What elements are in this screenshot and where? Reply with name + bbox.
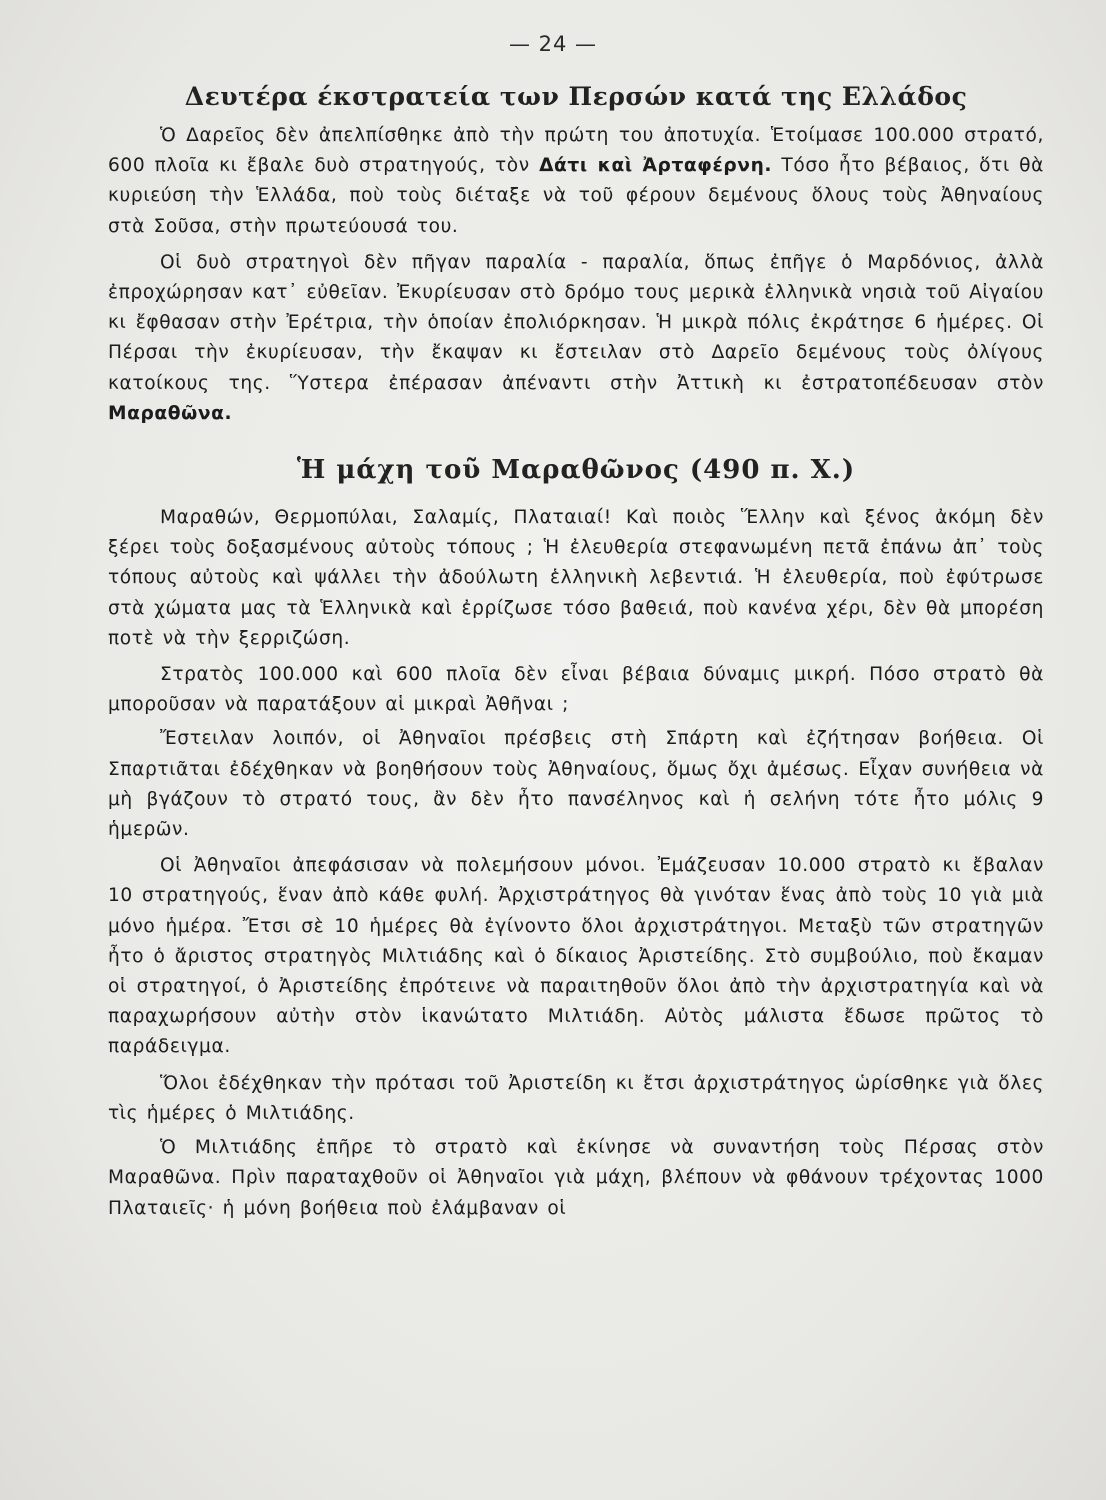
- paragraph: Στρατὸς 100.000 καὶ 600 πλοῖα δὲν εἶναι βέβαια δύναμις μικρή. Πόσο στρατὸ θὰ μποροῦσαν νὰ παρατάξουν αἱ μικραὶ Ἀθῆναι ;: [108, 664, 1044, 716]
- paragraph-bold-text: Μαραθῶνα.: [108, 402, 233, 424]
- paragraph: Οἱ Ἀθηναῖοι ἀπεφάσισαν νὰ πολεμήσουν μόνοι. Ἐμάζευσαν 10.000 στρατὸ κι ἔβαλαν 10 στρατηγούς, ἕναν ἀπὸ κάθε φυλή. Ἀρχιστράτηγος θὰ γινόταν ἕνας ἀπὸ τοὺς 10 γιὰ μιὰ μόνο ἡμέρα. Ἔτσι σὲ 10 ἡμέρες θὰ ἐγίνοντο ὅλοι ἀρχιστράτηγοι. Μεταξὺ τῶν στρατηγῶν ἦτο ὁ ἄριστος στρατηγὸς Μιλτιάδης καὶ ὁ δίκαιος Ἀριστείδης. Στὸ συμβούλιο, ποὺ ἔκαμαν οἱ στρατηγοί, ὁ Ἀριστείδης ἐπρότεινε νὰ παραιτηθοῦν ὅλοι ἀπὸ τὴν ἀρχιστρατηγία καὶ νὰ παραχωρήσουν αὐτὴν στὸν ἱκανώτατο Μιλτιάδη. Αὐτὸς μάλιστα ἔδωσε πρῶτος τὸ παράδειγμα.: [108, 855, 1044, 1058]
- paragraph-generals-march: [108, 248, 1044, 429]
- paragraph-darius: [108, 121, 1044, 242]
- page-number: — 24 —: [508, 32, 598, 56]
- paragraph: Ἔστειλαν λοιπόν, οἱ Ἀθηναῖοι πρέσβεις στὴ Σπάρτη καὶ ἐζήτησαν βοήθεια. Οἱ Σπαρτιᾶται ἐδέχθηκαν νὰ βοηθήσουν τοὺς Ἀθηναίους, ὅμως ὄχι ἀμέσως. Εἶχαν συνήθεια νὰ μὴ βγάζουν τὸ στρατό τους, ἂν δὲν ἦτο πανσέληνος καὶ ἡ σελήνη τότε ἦτο μόλις 9 ἡμερῶν.: [108, 728, 1044, 841]
- paragraph-text: Τόσο ἦτο βέβαιος, ὅτι θὰ κυριεύση τὴν Ἑλλάδα, ποὺ τοὺς διέταξε νὰ τοῦ φέρουν δεμένους ὅλους τοὺς Ἀθηναίους στὰ Σοῦσα, στὴν πρωτεύουσά του.: [108, 155, 1045, 237]
- paragraph: Ὁ Μιλτιάδης ἐπῆρε τὸ στρατὸ καὶ ἐκίνησε νὰ συναντήση τοὺς Πέρσας στὸν Μαραθῶνα. Πρὶν παραταχθοῦν οἱ Ἀθηναῖοι γιὰ μάχη, βλέπουν νὰ φθάνουν τρέχοντας 1000 Πλαταιεῖς· ἡ μόνη βοήθεια ποὺ ἐλάμβαναν οἱ: [108, 1137, 1044, 1219]
- paragraph-text: Οἱ δυὸ στρατηγοὶ δὲν πῆγαν παραλία - παραλία, ὅπως ἐπῆγε ὁ Μαρδόνιος, ἀλλὰ ἐπροχώρησαν κατ᾽ εὐθεῖαν. Ἐκυρίευσαν στὸ δρόμο τους μερικὰ ἑλληνικὰ νησιὰ τοῦ Αἰγαίου κι ἔφθασαν στὴν Ἐρέτρια, τὴν ὁποίαν ἐπολιόρκησαν. Ἡ μικρὰ πόλις ἐκράτησε 6 ἡμέρες. Οἱ Πέρσαι τὴν ἐκυρίευσαν, τὴν ἔκαψαν κι ἔστειλαν στὸ Δαρεῖο δεμένους τοὺς ὀλίγους κατοίκους της. Ὕστερα ἐπέρασαν ἀπέναντι στὴν Ἀττικὴ κι ἐστρατοπέδευσαν στὸν: [108, 251, 1044, 394]
- section-title-battle-of-marathon: Ἡ μάχη τοῦ Μαραθῶνος (490 π. Χ.): [296, 455, 856, 486]
- section-title-second-expedition: Δευτέρα έκστρατεία των Περσών κατά της Ελλάδος: [184, 82, 968, 111]
- paragraph-bold-text: Δάτι καὶ Ἀρταφέρνη.: [539, 155, 773, 177]
- paragraph: Ὅλοι ἐδέχθηκαν τὴν πρότασι τοῦ Ἀριστείδη κι ἔτσι ἀρχιστράτηγος ὡρίσθηκε γιὰ ὅλες τὶς ἡμέρες ὁ Μιλτιάδης.: [108, 1072, 1044, 1124]
- paragraph-text: Ὁ Δαρεῖος δὲν ἀπελπίσθηκε ἀπὸ τὴν πρώτη του ἀποτυχία. Ἑτοίμασε 100.000 στρατό, 600 πλοῖα κι ἔβαλε δυὸ στρατηγούς, τὸν: [108, 125, 1044, 177]
- paragraph: Μαραθών, Θερμοπύλαι, Σαλαμίς, Πλαταιαί! Καὶ ποιὸς Ἕλλην καὶ ξένος ἀκόμη δὲν ξέρει τοὺς δοξασμένους αὐτοὺς τόπους ; Ἡ ἐλευθερία στεφανωμένη πετᾶ ἐπάνω ἀπ᾽ τοὺς τόπους αὐτοὺς καὶ ψάλλει τὴν ἀδούλωτη ἑλληνικὴ λεβεντιά. Ἡ ἐλευθερία, ποὺ ἐφύτρωσε στὰ χώματα μας τὰ Ἑλληνικὰ καὶ ἐρρίζωσε τόσο βαθειά, ποὺ κανένα χέρι, δὲν θὰ μπορέση ποτὲ νὰ τὴν ξερριζώση.: [108, 507, 1044, 649]
- page-content: [108, 82, 1044, 1230]
